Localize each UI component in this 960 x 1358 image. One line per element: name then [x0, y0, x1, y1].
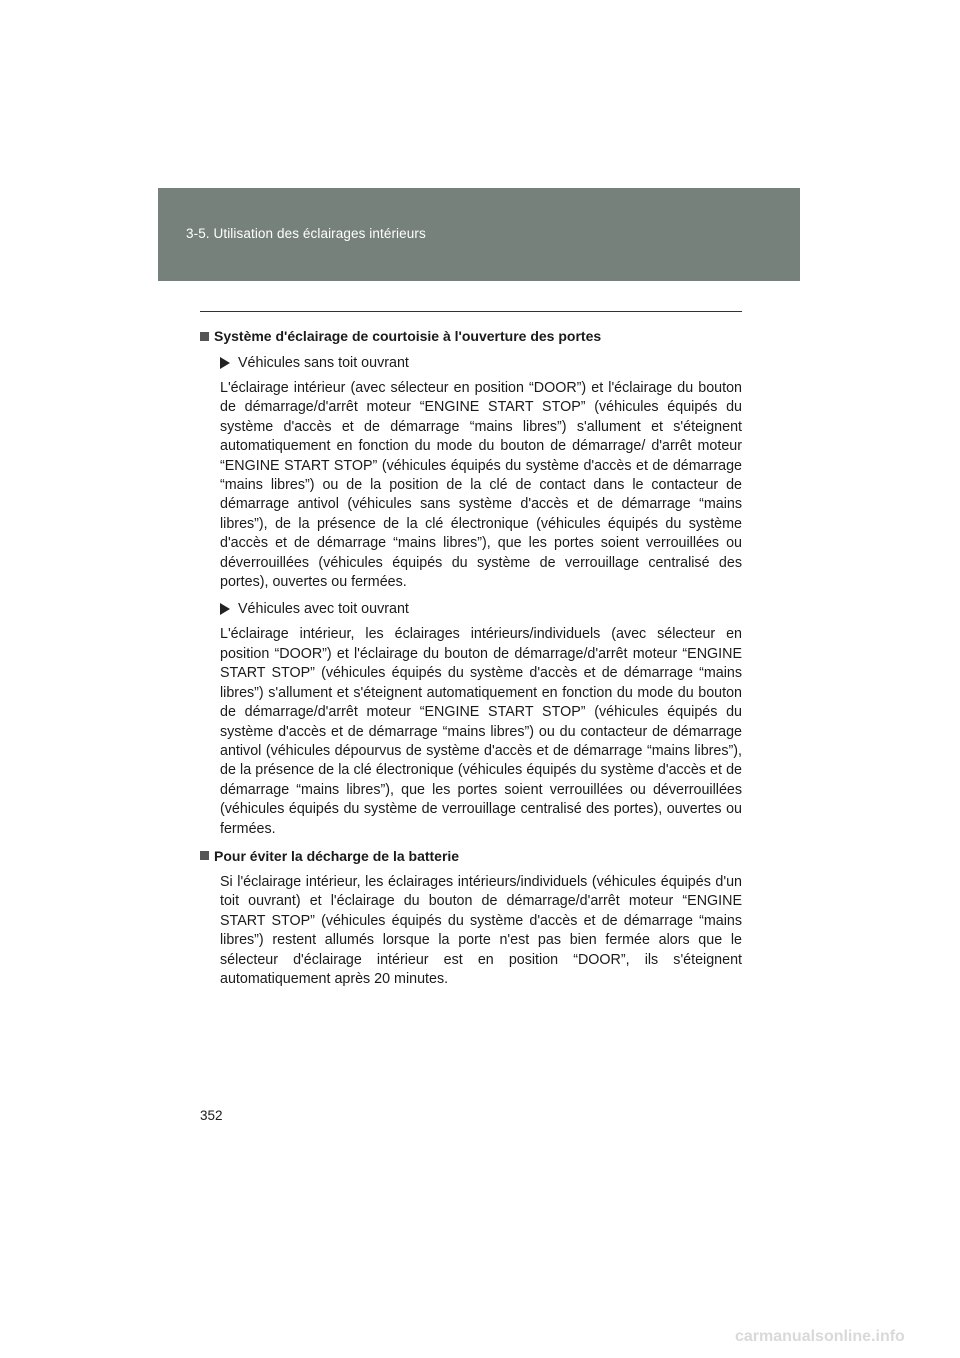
- subsection-heading-with-sunroof: [220, 599, 742, 619]
- square-bullet-icon: [200, 332, 209, 341]
- square-bullet-icon: [200, 851, 209, 860]
- section-header-band: [158, 188, 800, 281]
- section-heading-text: Système d'éclairage de courtoisie à l'ouverture des portes: [214, 328, 602, 344]
- horizontal-rule: [200, 311, 742, 312]
- paragraph-battery: Si l'éclairage intérieur, les éclairages intérieurs/individuels (véhicules équipés d'un toit ouvrant) et l'éclairage du bouton de démarrage/d'arrêt moteur “ENGINE START STOP” (véhicules équipés du système d'accès et de démarrage “mains libres”) restent allumés lorsque la porte n'est pas bien fermée alors que le sélecteur d'éclairage intérieur est en position “DOOR”, ils s'éteignent automatiquement après 20 minutes.: [220, 873, 742, 987]
- paragraph-without-sunroof: L'éclairage intérieur (avec sélecteur en position “DOOR”) et l'éclairage du bouton de démarrage/d'arrêt moteur “ENGINE START STOP” (véhicules équipés du système d'accès et de démarrage “mains libres”) s'allument et s'éteignent automatiquement en fonction du mode du bouton de démarrage/ d'arrêt moteur “ENGINE START STOP” (véhicules équipés du système d'accès et de démarrage “mains libres”) ou de la position de la clé de contact dans le contacteur de démarrage antivol (véhicules sans système d'accès et de démarrage “mains libres”), de la présence de la clé électronique (véhicules équipés du système d'accès et de démarrage “mains libres”), que les portes soient verrouillées ou déverrouillées (véhicules équipés du système de verrouillage centralisé des portes), ouvertes ou fermées.: [220, 380, 742, 591]
- subsection-label: Véhicules sans toit ouvrant: [238, 355, 409, 371]
- section-title: 3-5. Utilisation des éclairages intérieurs: [186, 226, 426, 241]
- section-heading-courtesy-light: [200, 326, 742, 346]
- subsection-heading-without-sunroof: [220, 353, 742, 373]
- paragraph-with-sunroof: L'éclairage intérieur, les éclairages intérieurs/individuels (avec sélecteur en position “DOOR”) et l'éclairage du bouton de démarrage/d'arrêt moteur “ENGINE START STOP” (véhicules équipés du système d'accès et de démarrage “mains libres”) s'allument et s'éteignent automatiquement en fonction du mode du bouton de démarrage/d'arrêt moteur “ENGINE START STOP” (véhicules équipés du système d'accès et de démarrage “mains libres”) ou du contacteur de démarrage antivol (véhicules dépourvus de système d'accès et de démarrage “mains libres”), de la présence de la clé électronique (véhicules équipés du système d'accès et de démarrage “mains libres”), que les portes soient verrouillées ou déverrouillées (véhicules équipés du système de verrouillage centralisé des portes), ouvertes ou fermées.: [220, 626, 742, 837]
- triangle-right-icon: [220, 603, 230, 615]
- triangle-right-icon: [220, 357, 230, 369]
- page-number: 352: [200, 1108, 223, 1123]
- watermark: carmanualsonline.info: [735, 1328, 905, 1345]
- subsection-label: Véhicules avec toit ouvrant: [238, 601, 409, 618]
- section-heading-battery: [200, 846, 742, 866]
- section-heading-text: Pour éviter la décharge de la batterie: [214, 847, 460, 864]
- page-content: [200, 326, 742, 996]
